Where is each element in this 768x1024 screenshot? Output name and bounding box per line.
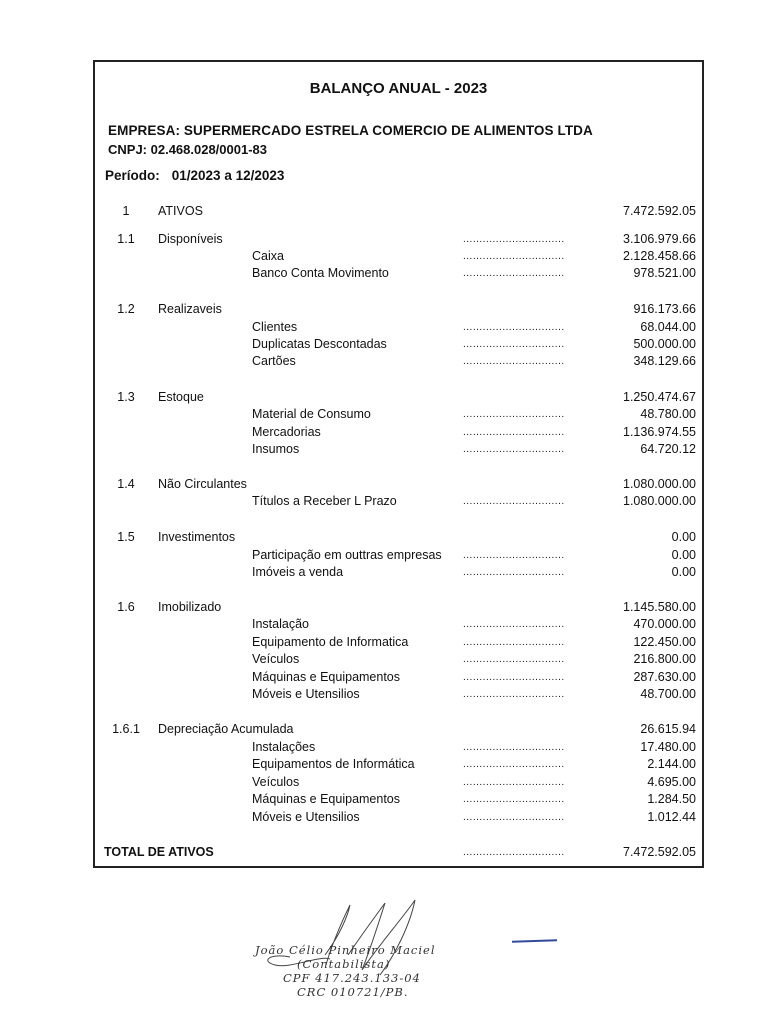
row-sublabel: Equipamentos de Informática	[252, 757, 415, 771]
period	[105, 168, 284, 183]
row-sublabel: Instalação	[252, 617, 309, 631]
total-value: 7.472.592.05	[623, 845, 696, 859]
row-sublabel: Equipamento de Informatica	[252, 635, 409, 649]
row-sublabel: Móveis e Utensilios	[252, 687, 360, 701]
row-value: 348.129.66	[633, 354, 696, 368]
signature-role: (Contabilista)	[297, 957, 391, 971]
table-row	[95, 547, 702, 563]
row-label: Realizaveis	[158, 302, 222, 316]
table-row	[95, 265, 702, 281]
table-row	[95, 406, 702, 422]
row-label: ATIVOS	[158, 204, 203, 218]
leader-dots: ...............................	[463, 654, 565, 665]
row-value: 0.00	[671, 548, 696, 562]
row-code: 1.3	[117, 390, 135, 404]
row-code: 1.6.1	[112, 722, 140, 736]
row-sublabel: Banco Conta Movimento	[252, 266, 389, 280]
table-row	[95, 231, 702, 247]
row-value: 4.695.00	[647, 775, 696, 789]
leader-dots: ...............................	[463, 427, 565, 438]
table-row	[95, 809, 702, 825]
leader-dots: ...............................	[463, 409, 565, 420]
leader-dots: ...............................	[463, 812, 565, 823]
row-value: 17.480.00	[640, 740, 696, 754]
row-label: Não Circulantes	[158, 477, 247, 491]
leader-dots: ...............................	[463, 234, 565, 245]
leader-dots: ...............................	[463, 444, 565, 455]
row-value: 3.106.979.66	[623, 232, 696, 246]
table-row	[95, 669, 702, 685]
table-row	[95, 301, 702, 317]
row-sublabel: Cartões	[252, 354, 296, 368]
table-row	[95, 424, 702, 440]
row-label: Depreciação Acumulada	[158, 722, 294, 736]
row-value: 2.128.458.66	[623, 249, 696, 263]
row-sublabel: Móveis e Utensilios	[252, 810, 360, 824]
row-value: 68.044.00	[640, 320, 696, 334]
table-row	[95, 564, 702, 580]
leader-dots: ...............................	[463, 550, 565, 561]
table-row	[95, 791, 702, 807]
table-row	[95, 529, 702, 545]
leader-dots: ...............................	[463, 637, 565, 648]
leader-dots: ...............................	[463, 619, 565, 630]
row-sublabel: Insumos	[252, 442, 300, 456]
company-name: EMPRESA: SUPERMERCADO ESTRELA COMERCIO DE ALIMENTOS LTDA	[108, 123, 593, 138]
table-row	[95, 651, 702, 667]
table-row	[95, 203, 702, 219]
row-value: 500.000.00	[633, 337, 696, 351]
row-value: 64.720.12	[640, 442, 696, 456]
row-label: Disponíveis	[158, 232, 223, 246]
row-value: 122.450.00	[633, 635, 696, 649]
leader-dots: ...............................	[463, 847, 565, 858]
row-label: Estoque	[158, 390, 204, 404]
row-code: 1.6	[117, 600, 135, 614]
row-value: 1.080.000.00	[623, 477, 696, 491]
leader-dots: ...............................	[463, 759, 565, 770]
row-value: 1.136.974.55	[623, 425, 696, 439]
table-row	[95, 774, 702, 790]
table-row	[95, 739, 702, 755]
table-row	[95, 353, 702, 369]
row-value: 0.00	[671, 565, 696, 579]
row-sublabel: Material de Consumo	[252, 407, 371, 421]
table-row	[95, 721, 702, 737]
row-sublabel: Veículos	[252, 652, 300, 666]
table-row	[95, 248, 702, 264]
pen-stroke-icon	[512, 939, 557, 943]
row-value: 48.780.00	[640, 407, 696, 421]
leader-dots: ...............................	[463, 356, 565, 367]
row-code: 1.5	[117, 530, 135, 544]
balance-sheet-frame	[93, 60, 704, 868]
row-sublabel: Mercadorias	[252, 425, 321, 439]
row-value: 1.145.580.00	[623, 600, 696, 614]
row-sublabel: Participação em outtras empresas	[252, 548, 442, 562]
table-row	[95, 336, 702, 352]
table-row	[95, 634, 702, 650]
row-value: 287.630.00	[633, 670, 696, 684]
leader-dots: ...............................	[463, 672, 565, 683]
leader-dots: ...............................	[463, 777, 565, 788]
leader-dots: ...............................	[463, 496, 565, 507]
leader-dots: ...............................	[463, 251, 565, 262]
row-code: 1.4	[117, 477, 135, 491]
row-label: Imobilizado	[158, 600, 222, 614]
signature-block	[255, 943, 436, 999]
table-row	[95, 686, 702, 702]
table-row	[95, 599, 702, 615]
row-value: 1.012.44	[647, 810, 696, 824]
row-value: 216.800.00	[633, 652, 696, 666]
company-cnpj: CNPJ: 02.468.028/0001-83	[108, 142, 268, 157]
row-value: 48.700.00	[640, 687, 696, 701]
table-row	[95, 441, 702, 457]
total-label: TOTAL DE ATIVOS	[104, 845, 214, 859]
row-value: 0.00	[671, 530, 696, 544]
row-sublabel: Imóveis a venda	[252, 565, 344, 579]
table-row	[95, 319, 702, 335]
table-row	[95, 616, 702, 632]
row-code: 1.2	[117, 302, 135, 316]
document-title: BALANÇO ANUAL - 2023	[309, 80, 488, 97]
table-row	[95, 493, 702, 509]
row-label: Investimentos	[158, 530, 236, 544]
period-label: Período:	[105, 168, 160, 183]
row-value: 1.250.474.67	[623, 390, 696, 404]
row-code: 1.1	[117, 232, 135, 246]
row-value: 1.080.000.00	[623, 494, 696, 508]
row-sublabel: Instalações	[252, 740, 316, 754]
total-row	[95, 844, 702, 860]
leader-dots: ...............................	[463, 689, 565, 700]
row-sublabel: Veículos	[252, 775, 300, 789]
signature-name: João Célio Pinheiro Maciel	[255, 943, 436, 957]
row-value: 26.615.94	[640, 722, 696, 736]
row-value: 2.144.00	[647, 757, 696, 771]
leader-dots: ...............................	[463, 268, 565, 279]
table-row	[95, 756, 702, 772]
period-value: 01/2023 a 12/2023	[171, 168, 285, 183]
leader-dots: ...............................	[463, 322, 565, 333]
row-sublabel: Clientes	[252, 320, 298, 334]
table-row	[95, 476, 702, 492]
row-value: 916.173.66	[633, 302, 696, 316]
row-value: 470.000.00	[633, 617, 696, 631]
row-value: 7.472.592.05	[623, 204, 696, 218]
row-sublabel: Máquinas e Equipamentos	[252, 792, 401, 806]
row-value: 1.284.50	[647, 792, 696, 806]
row-code: 1	[122, 204, 130, 218]
leader-dots: ...............................	[463, 794, 565, 805]
leader-dots: ...............................	[463, 567, 565, 578]
row-sublabel: Caixa	[252, 249, 284, 263]
row-sublabel: Títulos a Receber L Prazo	[252, 494, 397, 508]
row-sublabel: Máquinas e Equipamentos	[252, 670, 401, 684]
row-value: 978.521.00	[633, 266, 696, 280]
leader-dots: ...............................	[463, 742, 565, 753]
signature-crc: CRC 010721/PB.	[297, 985, 409, 999]
signature-cpf: CPF 417.243.133-04	[283, 971, 421, 985]
leader-dots: ...............................	[463, 339, 565, 350]
table-row	[95, 389, 702, 405]
row-sublabel: Duplicatas Descontadas	[252, 337, 387, 351]
